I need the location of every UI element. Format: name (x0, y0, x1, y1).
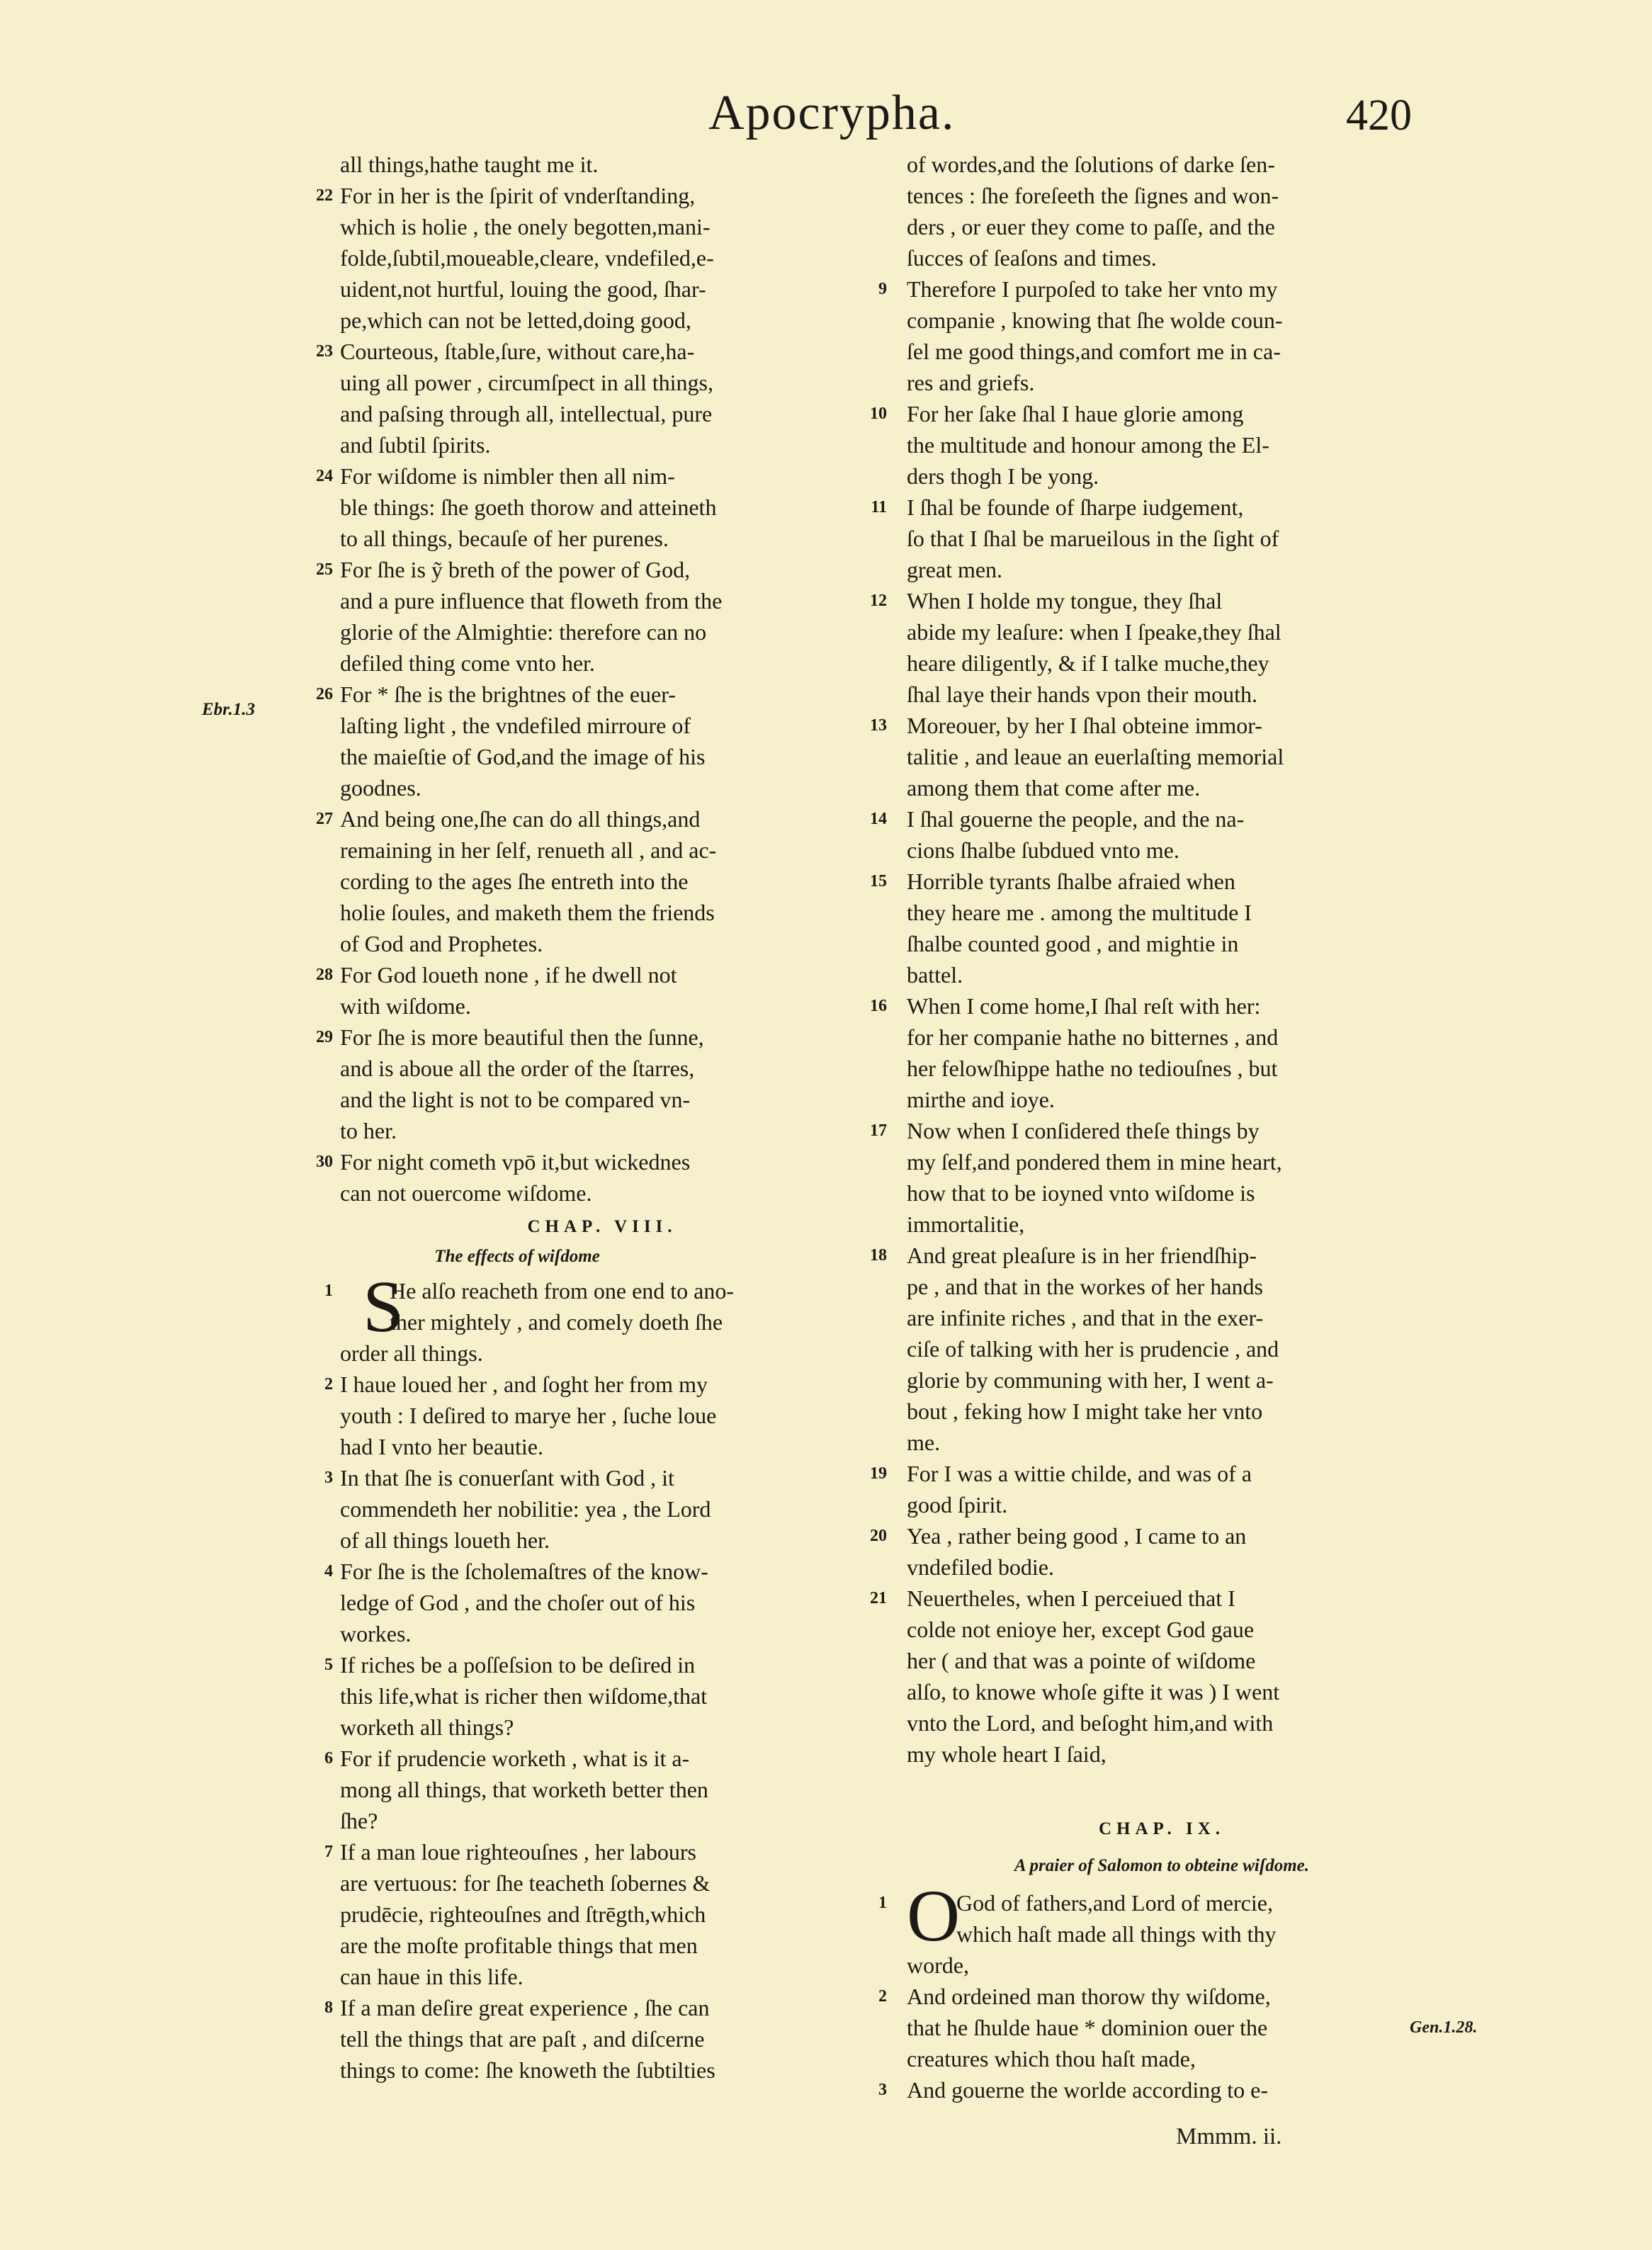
verse-number (863, 1739, 887, 1770)
verse-number (309, 616, 333, 648)
verse-number: 15 (870, 872, 887, 891)
verse-number (309, 1618, 333, 1649)
verse-number (309, 1400, 333, 1431)
verse-number (309, 242, 333, 273)
verse-number (863, 1271, 887, 1302)
text-line: ſhe? (340, 1808, 378, 1833)
text-line: Now when I conſidered theſe things by (907, 1118, 1260, 1143)
left-column-verse-numbers (309, 149, 333, 1209)
text-line: abide my leaſure: when I ſpeake,they ſhal (907, 619, 1282, 645)
verse-number: 10 (870, 405, 887, 423)
text-line: If riches be a poſſeſsion to be deſired in (340, 1652, 696, 1678)
verse-number (309, 1177, 333, 1209)
text-line: commendeth her nobilitie: yea , the Lord (340, 1496, 711, 1522)
verse-number (309, 990, 333, 1022)
verse-number (309, 1525, 333, 1556)
verse-number (309, 2054, 333, 2086)
verse-number: 6 (324, 1749, 333, 1768)
verse-number (863, 1551, 887, 1583)
text-line: When I come home,I ſhal reſt with her: (907, 993, 1261, 1019)
verse-number (309, 429, 333, 460)
text-line: prudēcie, righteouſnes and ſtrēgth,which (340, 1901, 706, 1927)
verse-number (863, 741, 887, 772)
verse-number: 8 (324, 1999, 333, 2017)
verse-number (309, 741, 333, 772)
verse-number (863, 1396, 887, 1427)
verse-number (863, 1918, 887, 1950)
text-line: holie ſoules, and maketh them the friends (340, 900, 715, 925)
text-line: to her. (340, 1118, 397, 1143)
text-line: When I holde my tongue, they ſhal (907, 588, 1223, 614)
verse-number (863, 1177, 887, 1209)
verse-number: 11 (871, 498, 887, 516)
text-line: alſo, to knowe whoſe gifte it was ) I went (907, 1679, 1280, 1705)
text-line: goodnes. (340, 775, 422, 801)
verse-number (309, 1774, 333, 1805)
text-line: heare diligently, & if I talke muche,they (907, 650, 1269, 676)
text-line: laſting light , the vndefiled mirroure of (340, 713, 691, 738)
verse-number (309, 367, 333, 398)
verse-number (863, 1084, 887, 1115)
verse-number (863, 523, 887, 554)
text-line: worde, (907, 1952, 969, 1978)
verse-number (309, 710, 333, 741)
text-line: For God loueth none , if he dwell not (340, 962, 677, 988)
verse-number: 2 (878, 1987, 887, 2006)
text-line: which haſt made all things with thy (956, 1921, 1277, 1947)
text-line: ſucces of ſeaſons and times. (907, 245, 1157, 271)
text-line: And gouerne the worlde according to e- (907, 2077, 1269, 2103)
text-line: and a pure influence that floweth from the (340, 588, 723, 614)
verse-number (863, 211, 887, 242)
verse-number (863, 460, 887, 492)
text-line: with wiſdome. (340, 993, 471, 1019)
verse-number: 4 (324, 1562, 333, 1581)
verse-number (309, 897, 333, 928)
verse-number (309, 1084, 333, 1115)
chapter-heading-left: CHAP. VIII. (527, 1217, 677, 1236)
verse-number (863, 928, 887, 959)
left-column-text (340, 149, 900, 1209)
verse-number (309, 1712, 333, 1743)
text-line: If a man loue righteouſnes , her labours (340, 1839, 696, 1865)
text-line: Horrible tyrants ſhalbe afraied when (907, 869, 1235, 894)
text-line: glorie of the Almightie: therefore can no (340, 619, 707, 645)
text-line: great men. (907, 557, 1003, 582)
verse-number: 5 (324, 1656, 333, 1674)
text-line: her felowſhippe hathe no tediouſnes , but (907, 1056, 1278, 1081)
text-line: things to come: ſhe knoweth the ſubtilties (340, 2057, 715, 2083)
text-line: are the moſte profitable things that men (340, 1933, 698, 1958)
text-line: tences : ſhe foreſeeth the ſignes and won- (907, 183, 1279, 208)
text-line: are infinite riches , and that in the exer- (907, 1305, 1264, 1330)
verse-number (309, 305, 333, 336)
verse-number (863, 1707, 887, 1739)
verse-number (863, 1302, 887, 1333)
verse-number (309, 1680, 333, 1712)
text-line: If a man deſire great experience , ſhe can (340, 1995, 710, 2020)
text-line: and paſsing through all, intellectual, pure (340, 401, 713, 426)
verse-number (863, 180, 887, 211)
text-line: order all things. (340, 1340, 483, 1366)
verse-number (863, 959, 887, 990)
text-line: ciſe of talking with her is prudencie , and (907, 1336, 1279, 1362)
left-column-verse-numbers-after (309, 1275, 333, 2086)
text-line: creatures which thou haſt made, (907, 2046, 1196, 2071)
verse-number (309, 1961, 333, 1992)
text-line: For ſhe is ỹ breth of the power of God, (340, 557, 691, 582)
right-column-text-after (907, 1887, 1452, 2105)
text-line: colde not enioye her, except God gaue (907, 1617, 1255, 1642)
verse-number (309, 149, 333, 180)
text-line: glorie by communing with her, I went a- (907, 1367, 1274, 1393)
right-column-verse-numbers-after (863, 1887, 887, 2105)
text-line: this life,what is richer then wiſdome,that (340, 1683, 708, 1709)
text-line: which is holie , the onely begotten,mani- (340, 214, 711, 239)
text-line: cording to the ages ſhe entreth into the (340, 869, 689, 894)
verse-number: 20 (870, 1527, 887, 1545)
text-line: my ſelf,and pondered them in mine heart, (907, 1149, 1282, 1175)
verse-number (863, 149, 887, 180)
verse-number (309, 1493, 333, 1525)
text-line: workes. (340, 1621, 412, 1646)
text-line: ſhalbe counted good , and mightie in (907, 931, 1239, 956)
verse-number: 2 (324, 1375, 333, 1393)
text-line: battel. (907, 962, 963, 988)
dropcap-right: O (907, 1875, 961, 1957)
verse-number: 1 (878, 1894, 887, 1912)
verse-number (309, 523, 333, 554)
dropcap-left: S (363, 1266, 404, 1347)
verse-number (863, 1614, 887, 1645)
text-line: And being one,ſhe can do all things,and (340, 806, 701, 832)
verse-number (309, 492, 333, 523)
verse-number (863, 305, 887, 336)
verse-number (309, 1053, 333, 1084)
text-line: talitie , and leaue an euerlaſting memorial (907, 744, 1284, 769)
text-line: among them that come after me. (907, 775, 1201, 801)
verse-number: 16 (870, 997, 887, 1015)
text-line: res and griefs. (907, 370, 1035, 395)
text-line: the maieſtie of God,and the image of his (340, 744, 706, 769)
right-column-text (907, 149, 1452, 1770)
text-line: He alſo reacheth from one end to ano- (390, 1278, 735, 1304)
verse-number (863, 242, 887, 273)
text-line: For if prudencie worketh , what is it a- (340, 1746, 690, 1771)
text-line: her ( and that was a pointe of wiſdome (907, 1648, 1256, 1673)
verse-number (863, 2012, 887, 2043)
verse-number (863, 1489, 887, 1520)
text-line: ders thogh I be yong. (907, 463, 1099, 489)
text-line: ders , or euer they come to paſſe, and the (907, 214, 1275, 239)
text-line: In that ſhe is conuerſant with God , it (340, 1465, 674, 1491)
right-column-verse-numbers (863, 149, 887, 1770)
text-line: youth : I deſired to marye her , ſuche loue (340, 1403, 717, 1428)
verse-number: 14 (870, 810, 887, 828)
verse-number: 3 (324, 1469, 333, 1487)
text-line: tell the things that are paſt , and diſcerne (340, 2026, 705, 2052)
text-line: folde,ſubtil,moueable,cleare, vndefiled,e- (340, 245, 714, 271)
text-line: And ordeined man thorow thy wiſdome, (907, 1984, 1271, 2009)
verse-number: 23 (316, 342, 333, 361)
verse-number (309, 273, 333, 305)
text-line: pe , and that in the workes of her hands (907, 1274, 1263, 1299)
text-line: worketh all things? (340, 1714, 514, 1740)
verse-number (863, 1950, 887, 1981)
verse-number: 24 (316, 467, 333, 485)
signature-mark: Mmmm. ii. (1176, 2124, 1282, 2149)
verse-number: 25 (316, 560, 333, 579)
verse-number (863, 1053, 887, 1084)
verse-number (863, 1645, 887, 1676)
verse-number (309, 2023, 333, 2054)
text-line: mong all things, that worketh better then (340, 1777, 708, 1802)
verse-number: 28 (316, 966, 333, 984)
text-line: for her companie hathe no bitternes , and (907, 1024, 1279, 1050)
verse-number (309, 1431, 333, 1462)
text-line: For I was a wittie childe, and was of a (907, 1461, 1252, 1486)
verse-number (309, 211, 333, 242)
text-line: and ſubtil ſpirits. (340, 432, 491, 458)
text-line: my whole heart I ſaid, (907, 1741, 1107, 1767)
verse-number (309, 1587, 333, 1618)
text-line: uident,not hurtful, louing the good, ſhar- (340, 276, 706, 302)
text-line: to all things, becauſe of her purenes. (340, 526, 669, 551)
text-line: vndefiled bodie. (907, 1554, 1054, 1580)
text-line: good ſpirit. (907, 1492, 1008, 1517)
verse-number: 26 (316, 685, 333, 703)
text-line: the multitude and honour among the El- (907, 432, 1269, 458)
text-line: For wiſdome is nimbler then all nim- (340, 463, 675, 489)
text-line: mirthe and ioye. (907, 1087, 1055, 1112)
text-line: Neuertheles, when I perceiued that I (907, 1585, 1235, 1611)
verse-number (863, 554, 887, 585)
verse-number (309, 928, 333, 959)
text-line: I haue loued her , and ſoght her from my (340, 1372, 708, 1397)
text-line: how that to be ioyned vnto wiſdome is (907, 1180, 1255, 1206)
verse-number: 18 (870, 1246, 887, 1265)
text-line: I ſhal be founde of ſharpe iudgement, (907, 494, 1244, 520)
text-line: remaining in her ſelf, renueth all , and ac- (340, 837, 717, 863)
text-line: bout , feking how I might take her vnto (907, 1398, 1263, 1424)
verse-number (309, 585, 333, 616)
text-line: cions ſhalbe ſubdued vnto me. (907, 837, 1179, 863)
verse-number (863, 835, 887, 866)
text-line: can haue in this life. (340, 1964, 524, 1989)
text-line: vnto the Lord, and beſoght him,and with (907, 1710, 1274, 1736)
verse-number (863, 429, 887, 460)
text-line: ſo that I ſhal be marueilous in the ſight of (907, 526, 1279, 551)
chapter-summary-right: A praier of Salomon to obteine wiſdome. (1014, 1856, 1309, 1875)
verse-number (863, 1146, 887, 1177)
text-line: immortalitie, (907, 1211, 1025, 1237)
verse-number (309, 1805, 333, 1836)
left-column-text-after (340, 1266, 900, 2086)
text-line: ble things: ſhe goeth thorow and atteineth (340, 494, 717, 520)
verse-number (309, 1930, 333, 1961)
text-line: uing all power , circumſpect in all things, (340, 370, 713, 395)
text-line: all things,hathe taught me it. (340, 152, 599, 177)
verse-number (863, 1333, 887, 1364)
text-line: of all things loueth her. (340, 1527, 550, 1553)
verse-number (863, 367, 887, 398)
verse-number (863, 1209, 887, 1240)
text-line: ledge of God , and the choſer out of his (340, 1590, 696, 1615)
verse-number (309, 1338, 333, 1369)
verse-number: 22 (316, 186, 333, 205)
verse-number (309, 835, 333, 866)
text-line: of wordes,and the ſolutions of darke ſen- (907, 152, 1275, 177)
text-line: ther mightely , and comely doeth ſhe (390, 1309, 723, 1335)
verse-number (863, 772, 887, 803)
verse-number (309, 772, 333, 803)
text-line: me. (907, 1430, 941, 1455)
verse-number: 3 (878, 2081, 887, 2099)
verse-number (863, 1022, 887, 1053)
text-line: Moreouer, by her I ſhal obteine immor- (907, 713, 1262, 738)
verse-number (863, 616, 887, 648)
verse-number: 19 (870, 1464, 887, 1483)
chapter-heading-right: CHAP. IX. (1098, 1819, 1226, 1838)
text-line: companie , knowing that ſhe wolde coun- (907, 307, 1283, 333)
verse-number (309, 1115, 333, 1146)
verse-number (863, 897, 887, 928)
verse-number (309, 866, 333, 897)
text-line: For ſhe is the ſcholemaſtres of the know- (340, 1559, 708, 1584)
text-line: Courteous, ſtable,ſure, without care,ha- (340, 339, 695, 364)
text-line: I ſhal gouerne the people, and the na- (907, 806, 1245, 832)
text-line: are vertuous: for ſhe teacheth ſobernes & (340, 1870, 711, 1896)
text-line: can not ouercome wiſdome. (340, 1180, 592, 1206)
text-line: ſhal laye their hands vpon their mouth. (907, 682, 1257, 707)
text-line: and is aboue all the order of the ſtarres, (340, 1056, 695, 1081)
text-line: Yea , rather being good , I came to an (907, 1523, 1247, 1549)
chapter-summary-left: The effects of wiſdome (434, 1247, 600, 1266)
verse-number (309, 398, 333, 429)
verse-number (863, 336, 887, 367)
text-line: and the light is not to be compared vn- (340, 1087, 691, 1112)
text-line: God of fathers,and Lord of mercie, (956, 1890, 1273, 1916)
verse-number (309, 1899, 333, 1930)
verse-number: 17 (870, 1121, 887, 1140)
verse-number: 27 (316, 810, 333, 828)
verse-number: 7 (324, 1843, 333, 1861)
text-line: Therefore I purpoſed to take her vnto my (907, 276, 1278, 302)
text-line: they heare me . among the multitude I (907, 900, 1252, 925)
text-line: For her ſake ſhal I haue glorie among (907, 401, 1244, 426)
text-line: had I vnto her beautie. (340, 1434, 543, 1459)
text-line: For in her is the ſpirit of vnderſtanding, (340, 183, 696, 208)
verse-number (863, 1427, 887, 1458)
text-line: For night cometh vpō it,but wickednes (340, 1149, 691, 1175)
verse-number (309, 648, 333, 679)
verse-number (309, 1867, 333, 1899)
verse-number (863, 2043, 887, 2074)
text-line: that he ſhulde haue * dominion ouer the (907, 2015, 1268, 2040)
text-line: For ſhe is more beautiful then the ſunne, (340, 1024, 704, 1050)
verse-number: 29 (316, 1028, 333, 1046)
verse-number: 9 (878, 280, 887, 298)
verse-number: 13 (870, 716, 887, 735)
text-line: defiled thing come vnto her. (340, 650, 595, 676)
verse-number (863, 679, 887, 710)
verse-number: 21 (870, 1589, 887, 1607)
text-line: of God and Prophetes. (340, 931, 543, 956)
verse-number: 1 (324, 1282, 333, 1300)
text-line: And great pleaſure is in her friendſhip- (907, 1243, 1257, 1268)
page-number: 420 (1346, 91, 1412, 140)
running-title: Apocrypha. (708, 86, 956, 140)
verse-number: 12 (870, 592, 887, 610)
verse-number (309, 1306, 333, 1338)
margin-note-right: Gen.1.28. (1410, 2018, 1478, 2037)
verse-number (863, 1676, 887, 1707)
text-line: For * ſhe is the brightnes of the euer- (340, 682, 676, 707)
verse-number (863, 1364, 887, 1396)
verse-number (863, 648, 887, 679)
verse-number: 30 (316, 1153, 333, 1171)
text-line: ſel me good things,and comfort me in ca- (907, 339, 1281, 364)
margin-note-left: Ebr.1.3 (202, 700, 256, 719)
text-line: pe,which can not be letted,doing good, (340, 307, 691, 333)
